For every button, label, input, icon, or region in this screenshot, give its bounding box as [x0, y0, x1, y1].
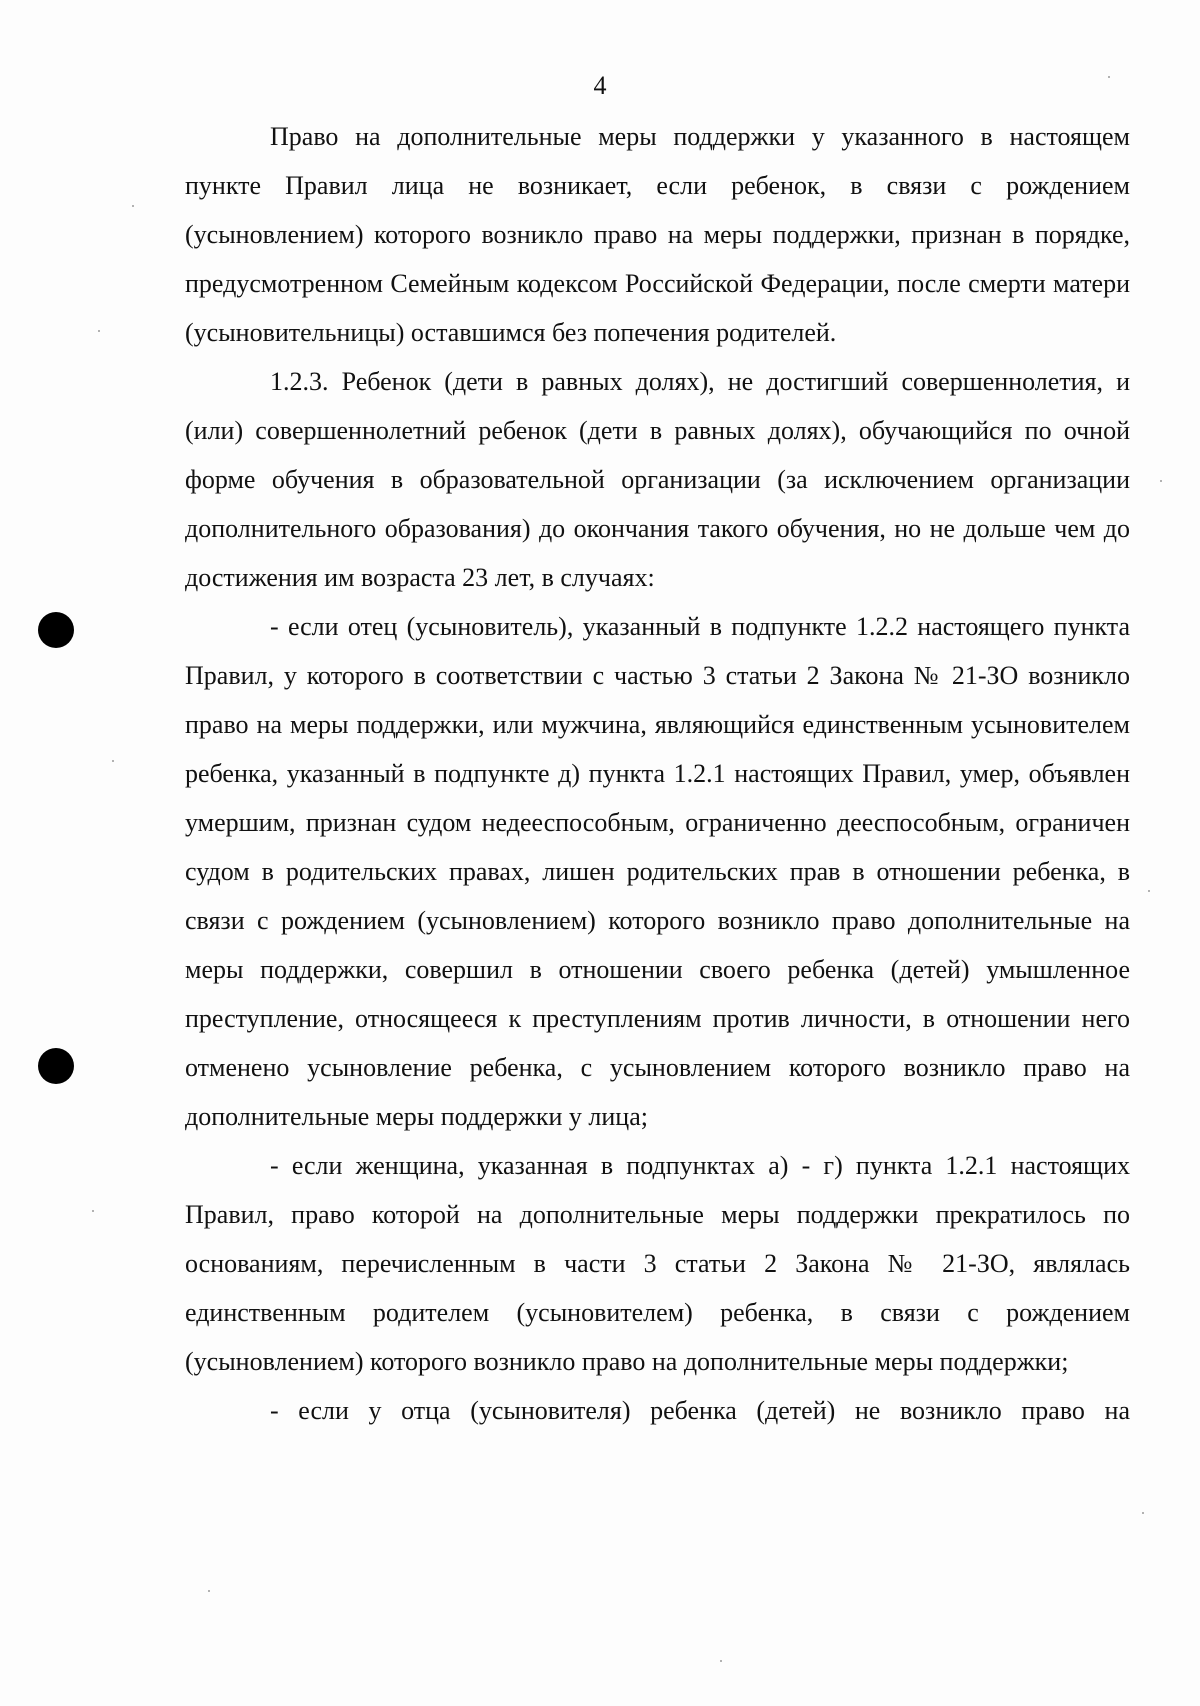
paragraph-no-right-condition: Право на дополнительные меры поддержки у указанного в настоящем пункте Правил лица не возникает, если ребенок, в связи с рождением (усыновлением) которого возникло право на меры поддержки, признан в порядке, предусмотренном Семейным кодексом Российской Федерации, после смерти матери (усыновительницы) оставшимся без попечения родителей.	[185, 122, 1130, 347]
paragraph-father-no-right: - если у отца (усыновителя) ребенка (детей) не возникло право на	[270, 1396, 1130, 1425]
scan-speck	[112, 760, 114, 762]
punch-hole	[38, 612, 74, 648]
scan-speck	[1142, 1512, 1144, 1514]
scan-speck	[1148, 890, 1150, 892]
body-text	[185, 112, 1130, 1435]
scan-speck	[208, 1590, 210, 1592]
scan-speck	[1160, 480, 1162, 482]
paragraph-woman-case: - если женщина, указанная в подпунктах а) - г) пункта 1.2.1 настоящих Правил, право которой на дополнительные меры поддержки прекратилось по основаниям, перечисленным в части 3 статьи 2 Закона № 21-ЗО, являлась единственным родителем (усыновителем) ребенка, в связи с рождением (усыновлением) которого возникло право на дополнительные меры поддержки;	[185, 1151, 1130, 1376]
scan-speck	[98, 330, 100, 332]
page-number: 4	[593, 71, 607, 100]
scan-speck	[132, 205, 134, 207]
paragraph-father-case: - если отец (усыновитель), указанный в подпункте 1.2.2 настоящего пункта Правил, у которого в соответствии с частью 3 статьи 2 Закона № 21-ЗО возникло право на меры поддержки, или мужчина, являющийся единственным усыновителем ребенка, указанный в подпункте д) пункта 1.2.1 настоящих Правил, умер, объявлен умершим, признан судом недееспособным, ограниченно дееспособным, ограничен судом в родительских правах, лишен родительских прав в отношении ребенка, в связи с рождением (усыновлением) которого возникло право дополнительные на меры поддержки, совершил в отношении своего ребенка (детей) умышленное преступление, относящееся к преступлениям против личности, в отношении него отменено усыновление ребенка, с усыновлением которого возникло право на дополнительные меры поддержки у лица;	[185, 612, 1130, 1131]
scan-speck	[720, 1660, 722, 1662]
paragraph-1-2-3: 1.2.3. Ребенок (дети в равных долях), не достигший совершеннолетия, и (или) совершеннолетний ребенок (дети в равных долях), обучающийся по очной форме обучения в образовательной организации (за исключением организации дополнительного образования) до окончания такого обучения, но не дольше чем до достижения им возраста 23 лет, в случаях:	[185, 367, 1130, 592]
punch-hole	[38, 1048, 74, 1084]
scan-speck	[92, 1210, 94, 1212]
